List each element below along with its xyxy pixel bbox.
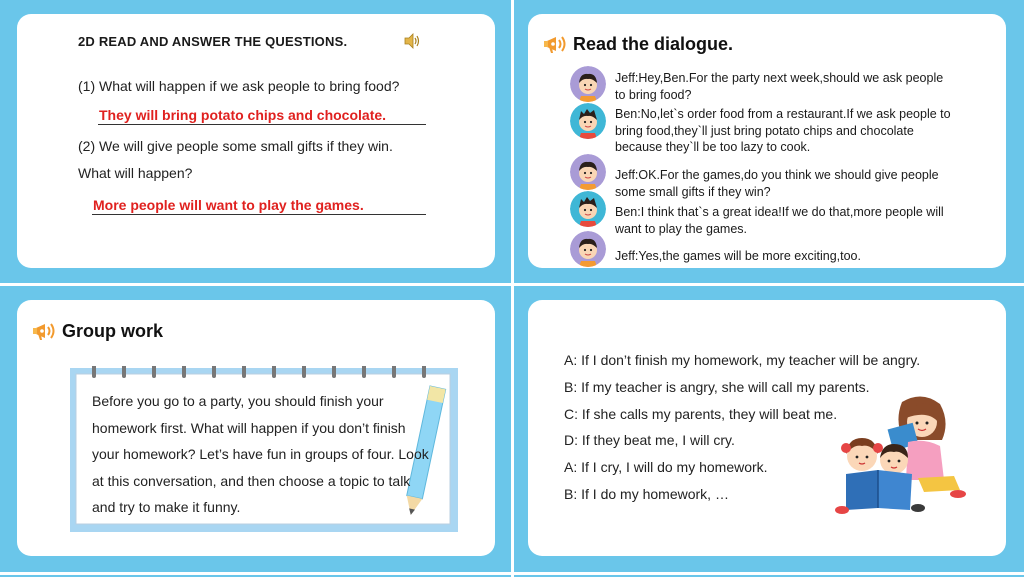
bottom-divider (0, 572, 1024, 575)
jeff-avatar (570, 231, 606, 267)
question-2-line1: (2) We will give people some small gifts if they win. (78, 138, 393, 154)
answer-1: They will bring potato chips and chocolate. (99, 107, 387, 123)
dialogue-text: bring food,they`ll just bring potato chips and chocolate (615, 123, 914, 138)
group-work-heading-text: Group work (62, 320, 164, 341)
dialogue-text: Ben:I think that`s a great idea!If we do that,more people will (615, 205, 944, 219)
megaphone-icon (542, 32, 570, 56)
conversation-line: D: If they beat me, I will cry. (564, 432, 735, 448)
question-1: (1) What will happen if we ask people to bring food? (78, 78, 400, 94)
ben-avatar (570, 191, 606, 227)
group-work-heading (31, 319, 163, 343)
conversation-card (528, 300, 1006, 556)
conversation-line: B: If my teacher is angry, she will call my parents. (564, 379, 870, 395)
section-title: 2D READ AND ANSWER THE QUESTIONS. (78, 34, 348, 49)
megaphone-icon (31, 319, 59, 343)
conversation-line: A: If I cry, I will do my homework. (564, 459, 768, 475)
dialogue-line (615, 106, 995, 156)
group-work-card (17, 300, 495, 556)
dialogue-card (528, 14, 1006, 268)
dialogue-text: Jeff:Hey,Ben.For the party next week,should we ask people (615, 71, 944, 85)
answer-2-underline (92, 214, 426, 215)
horizontal-divider (0, 283, 1024, 286)
conversation-line: B: If I do my homework, … (564, 486, 729, 502)
conversation-line: A: If I don’t finish my homework, my teacher will be angry. (564, 352, 921, 368)
read-answer-card (17, 14, 495, 268)
dialogue-heading (542, 32, 733, 56)
dialogue-text: want to play the games. (615, 221, 748, 236)
answer-1-underline (98, 124, 426, 125)
dialogue-line (615, 70, 995, 103)
speaker-icon[interactable] (403, 33, 421, 49)
jeff-avatar (570, 154, 606, 190)
dialogue-line (615, 204, 995, 237)
conversation-line: C: If she calls my parents, they will beat me. (564, 406, 838, 422)
dialogue-text: Jeff:Yes,the games will be more exciting,too. (615, 249, 861, 263)
dialogue-text: because they`ll be too lazy to cook. (615, 140, 811, 154)
dialogue-text: to bring food? (615, 87, 692, 102)
children-reading-illustration (832, 392, 968, 518)
dialogue-heading-text: Read the dialogue. (573, 33, 734, 54)
vertical-divider (511, 0, 514, 577)
dialogue-text: some small gifts if they win? (615, 184, 771, 199)
dialogue-text: Ben:No,let`s order food from a restaurant.If we ask people to (615, 107, 951, 121)
group-work-text: Before you go to a party, you should finish your homework first. What will happen if you don’t finish your homework? Let’s have fun in groups of four. Look at this conversation, and then choose a topic to talk and try to make it funny. (92, 393, 429, 515)
dialogue-text: Jeff:OK.For the games,do you think we should give people (615, 168, 939, 182)
jeff-avatar (570, 66, 606, 102)
dialogue-line (615, 248, 995, 265)
question-2-line2: What will happen? (78, 165, 193, 181)
ben-avatar (570, 103, 606, 139)
dialogue-line (615, 167, 995, 200)
answer-2: More people will want to play the games. (93, 197, 364, 213)
